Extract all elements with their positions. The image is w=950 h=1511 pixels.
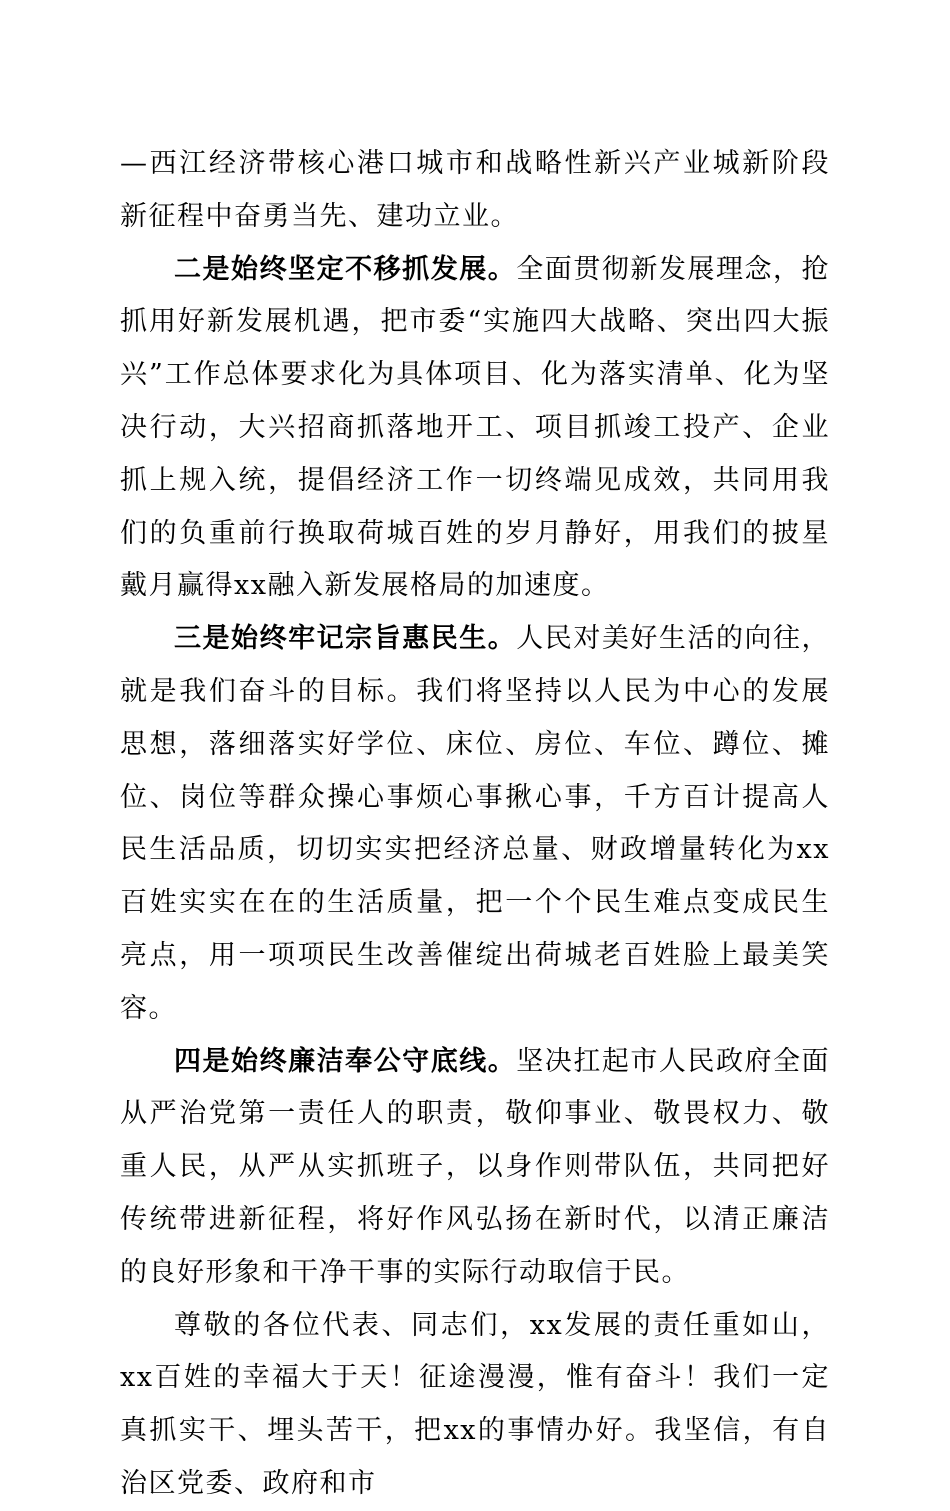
paragraph-closing [120,1300,830,1511]
paragraph-body: 全面贯彻新发展理念，抢抓用好新发展机遇，把市委“实施四大战略、突出四大振兴”工作总体要求化为具体项目、化为落实清单、化为坚决行动，大兴招商抓落地开工、项目抓竣工投产、企业抓上规入统，提倡经济工作一切终端见成效，共同用我们的负重前行换取荷城百姓的岁月静好，用我们的披星戴月赢得xx融入新发展格局的加速度。 [120,253,831,602]
paragraph-continuation [120,138,830,244]
paragraph-livelihood [120,613,830,1035]
paragraph-development [120,244,830,614]
paragraph-body: 尊敬的各位代表、同志们，xx发展的责任重如山，xx百姓的幸福大于天！征途漫漫，惟有奋斗！我们一定真抓实干、埋头苦干，把xx的事情办好。我坚信，有自治区党委、政府和市 [120,1309,830,1499]
paragraph-integrity [120,1036,830,1300]
paragraph-lead: 四是始终廉洁奉公守底线。 [174,1045,517,1077]
paragraph-body: 人民对美好生活的向往，就是我们奋斗的目标。我们将坚持以人民为中心的发展思想，落细落实好学位、床位、房位、车位、蹲位、摊位、岗位等群众操心事烦心事揪心事，千方百计提高人民生活品质，切切实实把经济总量、财政增量转化为xx百姓实实在在的生活质量，把一个个民生难点变成民生亮点，用一项项民生改善催绽出荷城老百姓脸上最美笑容。 [120,623,831,1024]
paragraph-lead: 二是始终坚定不移抓发展。 [174,253,517,285]
paragraph-body: —西江经济带核心港口城市和战略性新兴产业城新阶段新征程中奋勇当先、建功立业。 [120,148,830,232]
paragraph-body: 坚决扛起市人民政府全面从严治党第一责任人的职责，敬仰事业、敬畏权力、敬重人民，从严从实抓班子，以身作则带队伍，共同把好传统带进新征程，将好作风弘扬在新时代，以清正廉洁的良好形象和干净干事的实际行动取信于民。 [120,1045,831,1288]
paragraph-lead: 三是始终牢记宗旨惠民生。 [174,623,517,655]
document-page [120,138,830,1511]
